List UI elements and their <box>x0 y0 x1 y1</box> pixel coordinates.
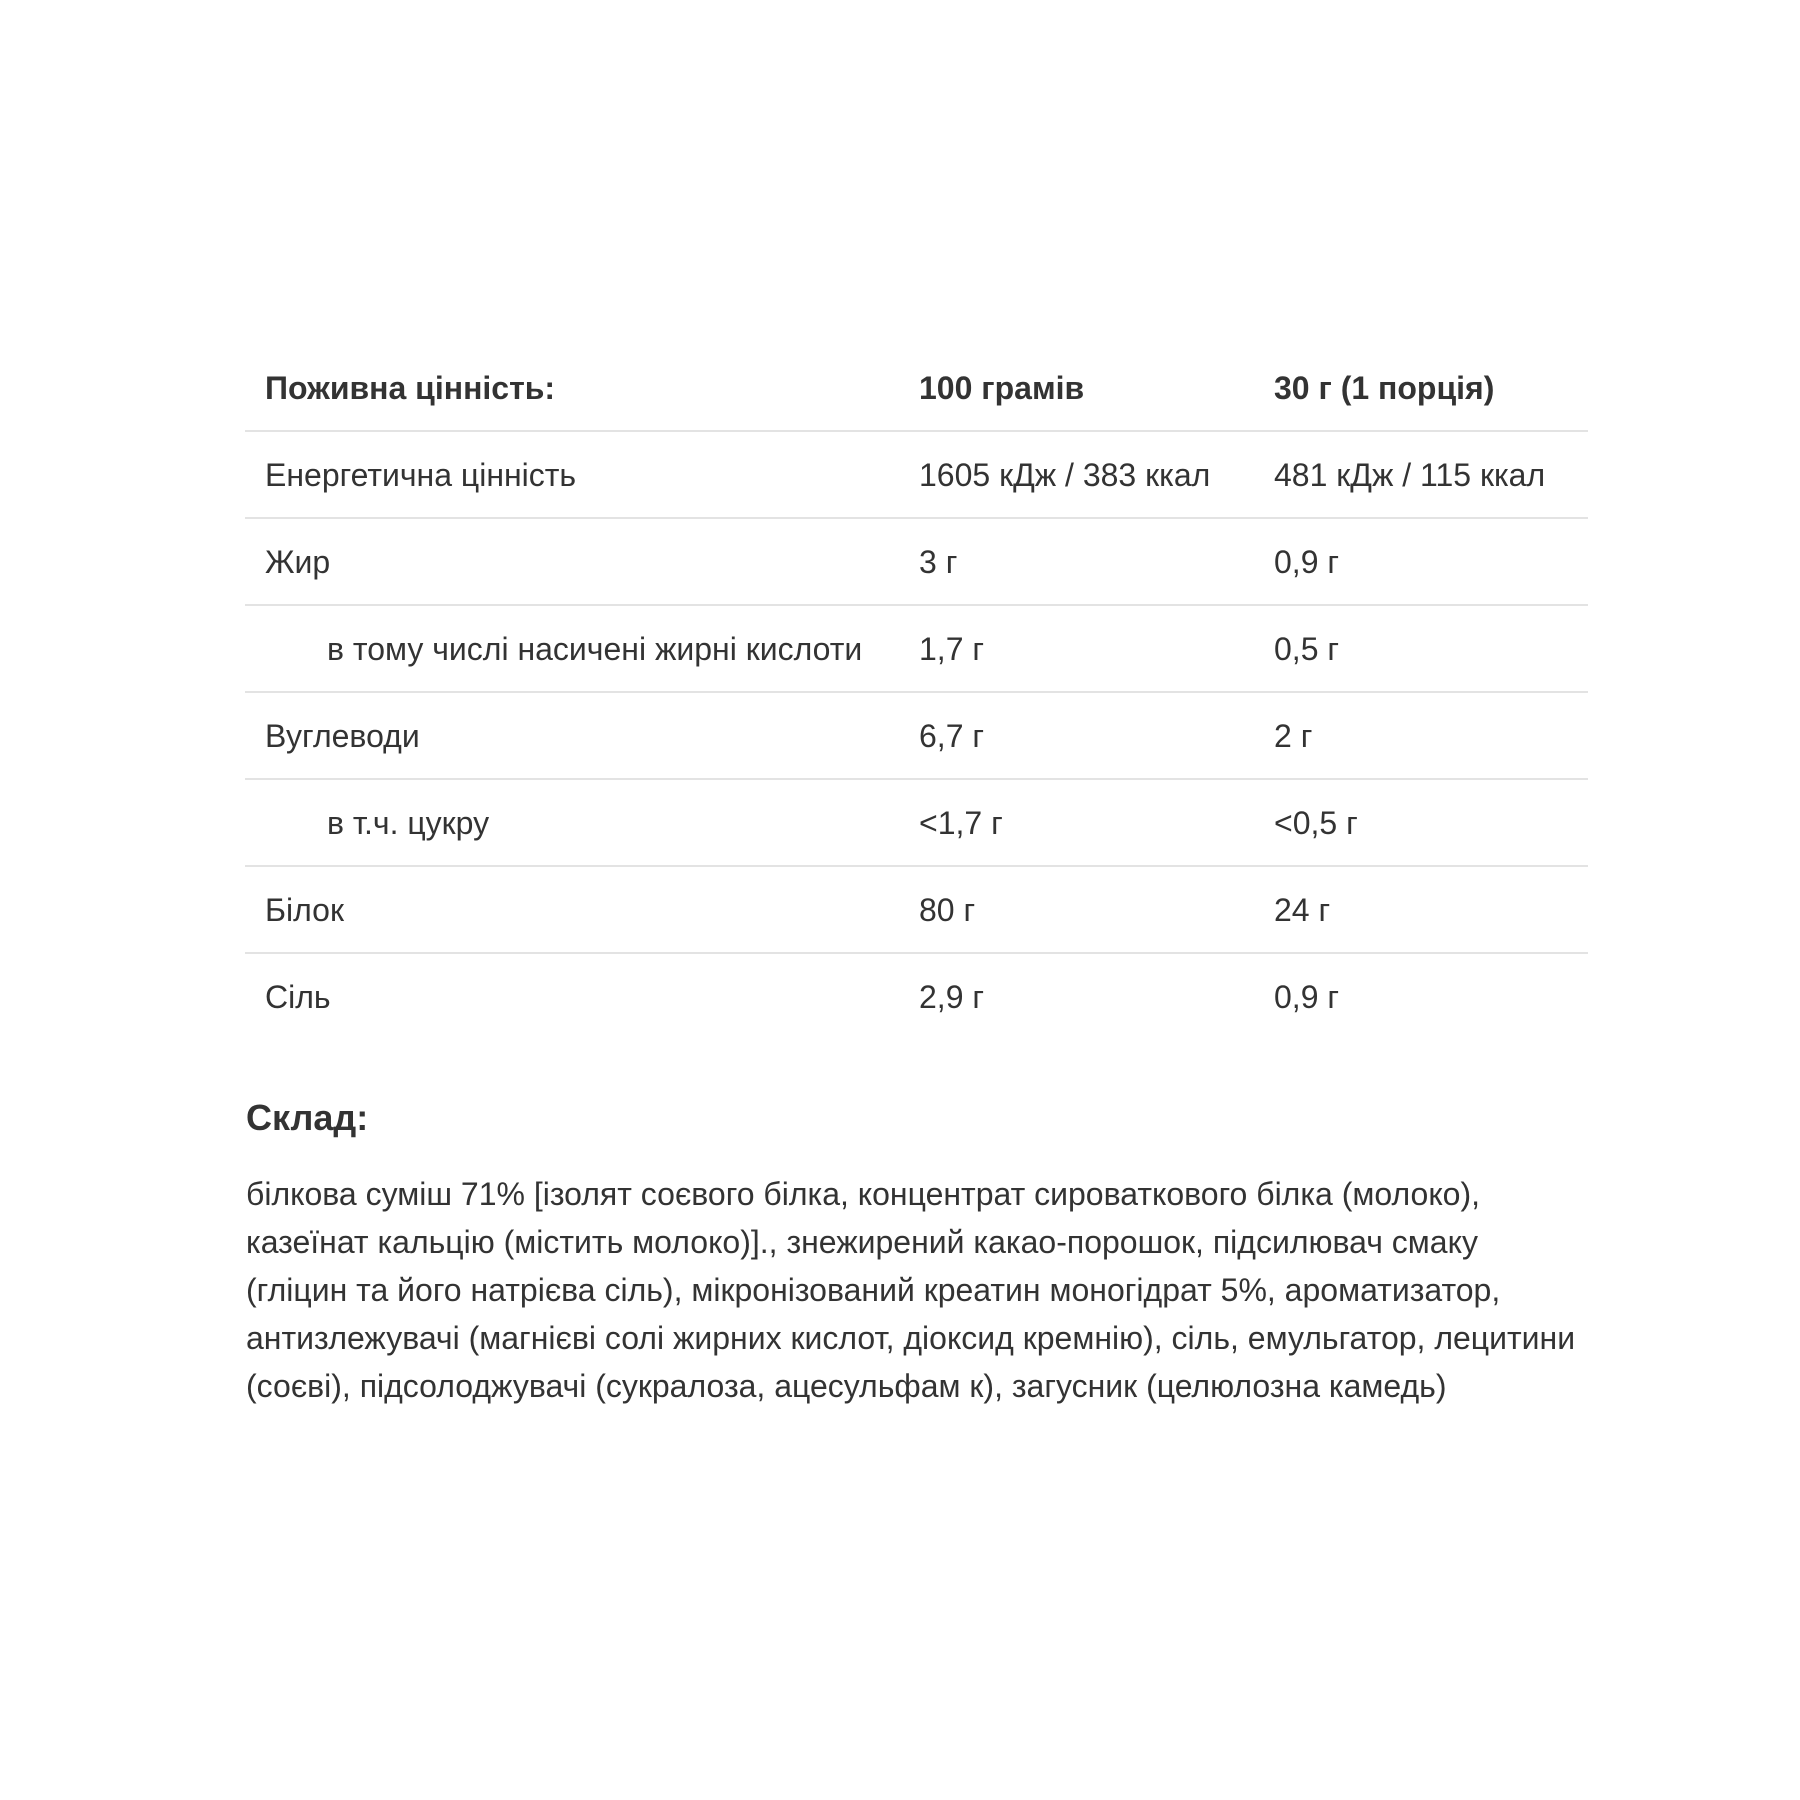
value-per-100g: 1,7 г <box>899 605 1254 692</box>
header-per-serving: 30 г (1 порція) <box>1274 369 1495 406</box>
value-per-100g: 80 г <box>899 866 1254 953</box>
value-per-100g: 1605 кДж / 383 ккал <box>899 431 1254 518</box>
table-row <box>245 605 1588 692</box>
ingredients-text: білкова суміш 71% [ізолят соєвого білка, концентрат сироваткового білка (молоко), казеїнат кальцію (містить молоко)]., знежирений какао-порошок, підсилювач смаку (гліцин та його натрієва сіль), мікронізований креатин моногідрат 5%, ароматизатор, антизлежувачі (магнієві солі жирних кислот, діоксид кремнію), сіль, емульгатор, лецитини (соєві), підсолоджувачі (сукралоза, ацесульфам к), загусник (целюлозна камедь) <box>246 1176 1576 1404</box>
value-per-serving: 0,5 г <box>1254 605 1588 692</box>
ingredients-heading: Склад: <box>246 1097 369 1138</box>
table-row <box>245 953 1588 1039</box>
value-per-serving: 481 кДж / 115 ккал <box>1254 431 1588 518</box>
value-per-serving: 0,9 г <box>1254 953 1588 1039</box>
value-per-serving: 2 г <box>1254 692 1588 779</box>
value-per-serving: 0,9 г <box>1254 518 1588 605</box>
nutrition-table <box>245 345 1588 1039</box>
value-per-100g: 3 г <box>899 518 1254 605</box>
table-row <box>245 518 1588 605</box>
nutrient-name: в т.ч. цукру <box>245 779 899 866</box>
value-per-100g: <1,7 г <box>899 779 1254 866</box>
nutrient-name: Білок <box>245 866 899 953</box>
header-per-100g: 100 грамів <box>919 369 1085 406</box>
value-per-serving: 24 г <box>1254 866 1588 953</box>
table-header-row <box>245 345 1588 431</box>
header-nutrient: Поживна цінність: <box>265 369 556 406</box>
nutrient-name: в тому числі насичені жирні кислоти <box>245 605 899 692</box>
nutrient-name: Вуглеводи <box>245 692 899 779</box>
value-per-100g: 6,7 г <box>899 692 1254 779</box>
value-per-serving: <0,5 г <box>1254 779 1588 866</box>
table-row <box>245 866 1588 953</box>
table-row <box>245 692 1588 779</box>
nutrient-name: Сіль <box>245 953 899 1039</box>
value-per-100g: 2,9 г <box>899 953 1254 1039</box>
nutrient-name: Жир <box>245 518 899 605</box>
nutrient-name: Енергетична цінність <box>245 431 899 518</box>
table-row <box>245 431 1588 518</box>
table-row <box>245 779 1588 866</box>
